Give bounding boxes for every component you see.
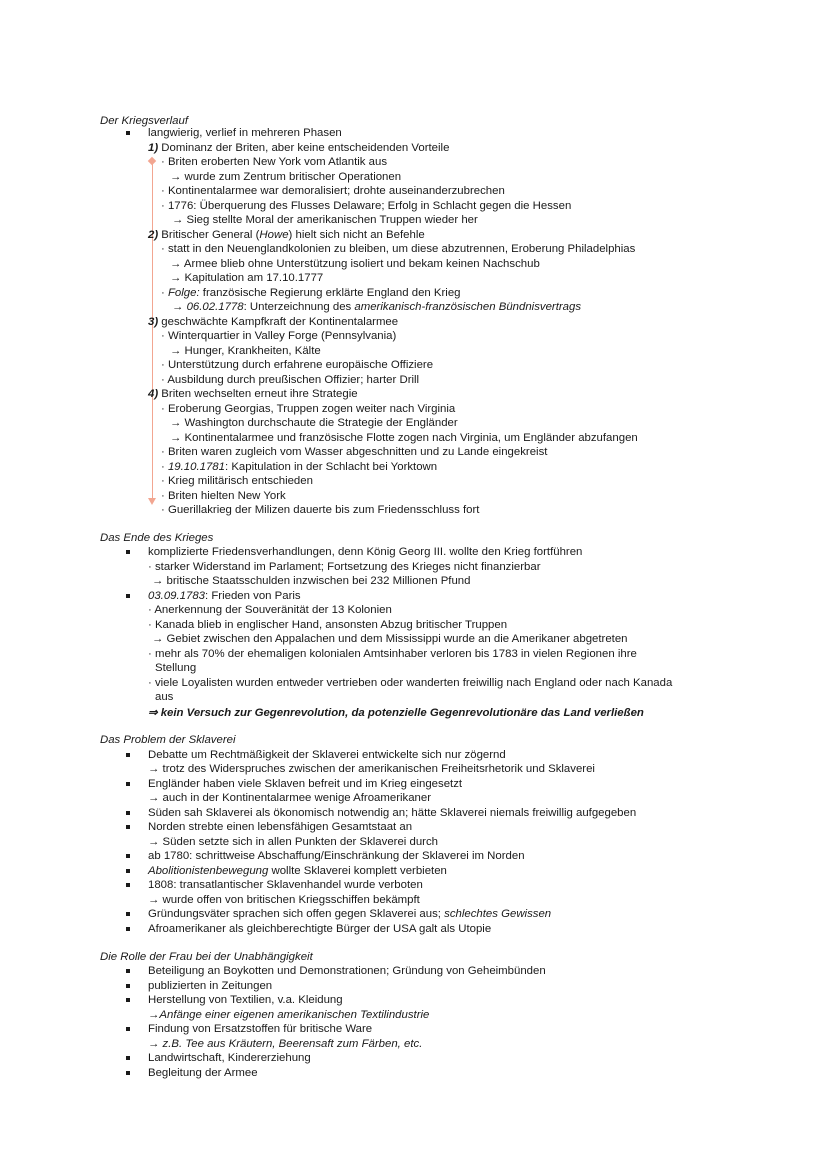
bullet-text: publizierten in Zeitungen: [148, 980, 273, 992]
list-item: · Winterquartier in Valley Forge (Pennsylvania): [161, 330, 397, 342]
bullet-icon: [126, 984, 130, 988]
list-item: · Eroberung Georgias, Truppen zogen weiter nach Virginia: [161, 403, 456, 415]
list-item: · Krieg militärisch entschieden: [161, 475, 313, 487]
bullet-text: Findung von Ersatzstoffen für britische Ware: [148, 1023, 373, 1035]
bullet-icon: [126, 753, 130, 757]
bullet-icon: [126, 998, 130, 1002]
bullet-text: Gründungsväter sprachen sich offen gegen Sklaverei aus; schlechtes Gewissen: [148, 908, 552, 920]
bullet-text: Engländer haben viele Sklaven befreit und im Krieg eingesetzt: [148, 778, 463, 790]
list-item: → Sieg stellte Moral der amerikanischen Truppen wieder her: [172, 214, 478, 226]
bullet-icon: [126, 594, 130, 598]
bullet-text: Afroamerikaner als gleichberechtigte Bürger der USA galt als Utopie: [148, 923, 492, 935]
section-title-rolle-der-frau: Die Rolle der Frau bei der Unabhängigkeit: [100, 951, 313, 963]
bullet-text: langwierig, verlief in mehreren Phasen: [148, 127, 342, 139]
list-item: · Guerillakrieg der Milizen dauerte bis zum Friedensschluss fort: [161, 504, 480, 516]
phase-4-heading: 4) Briten wechselten erneut ihre Strategie: [148, 388, 358, 400]
conclusion: ⇒ kein Versuch zur Gegenrevolution, da potenzielle Gegenrevolutionäre das Land verließen: [148, 707, 644, 719]
bullet-icon: [126, 927, 130, 931]
list-item: → trotz des Widerspruches zwischen der amerikanischen Freiheitsrhetorik und Sklaverei: [148, 763, 595, 775]
bullet-icon: [126, 883, 130, 887]
list-item: · Briten hielten New York: [161, 490, 286, 502]
bullet-icon: [126, 854, 130, 858]
phase-2-heading: 2) Britischer General (Howe) hielt sich nicht an Befehle: [148, 229, 425, 241]
bullet-text: komplizierte Friedensverhandlungen, denn König Georg III. wollte den Krieg fortführen: [148, 546, 583, 558]
list-item: → Gebiet zwischen den Appalachen und dem Mississippi wurde an die Amerikaner abgetreten: [152, 633, 628, 645]
list-item: → britische Staatsschulden inzwischen bei 232 Millionen Pfund: [152, 575, 471, 587]
list-item: · mehr als 70% der ehemaligen kolonialen Amtsinhaber verloren bis 1783 in vielen Regionen ihre: [148, 648, 637, 660]
bullet-icon: [126, 131, 130, 135]
phase-3-heading: 3) geschwächte Kampfkraft der Kontinentalarmee: [148, 316, 399, 328]
bullet-icon: [126, 550, 130, 554]
list-item: → Süden setzte sich in allen Punkten der Sklaverei durch: [148, 836, 438, 848]
bullet-icon: [126, 825, 130, 829]
list-item: → z.B. Tee aus Kräutern, Beerensaft zum Färben, etc.: [148, 1038, 423, 1050]
list-item: → Armee blieb ohne Unterstützung isoliert und bekam keinen Nachschub: [170, 258, 540, 270]
bullet-text: ab 1780: schrittweise Abschaffung/Einschränkung der Sklaverei im Norden: [148, 850, 525, 862]
section-title-kriegsverlauf: Der Kriegsverlauf: [100, 115, 188, 127]
bullet-icon: [126, 912, 130, 916]
list-item: Stellung: [155, 662, 197, 674]
phase-1-heading: 1) Dominanz der Briten, aber keine entscheidenden Vorteile: [148, 142, 450, 154]
list-item: · Briten waren zugleich vom Wasser abgeschnitten und zu Lande eingekreist: [161, 446, 548, 458]
section-title-ende-des-krieges: Das Ende des Krieges: [100, 532, 214, 544]
bullet-text: Beteiligung an Boykotten und Demonstrationen; Gründung von Geheimbünden: [148, 965, 546, 977]
timeline-arrow-head-icon: [148, 498, 156, 505]
list-item: → 06.02.1778: Unterzeichnung des amerikanisch-französischen Bündnisvertrags: [172, 301, 582, 313]
list-item: aus: [155, 691, 174, 703]
list-item: · Unterstützung durch erfahrene europäische Offiziere: [161, 359, 434, 371]
bullet-icon: [126, 1056, 130, 1060]
list-item: → Washington durchschaute die Strategie der Engländer: [170, 417, 458, 429]
list-item: · viele Loyalisten wurden entweder vertrieben oder wanderten freiwillig nach England oder nach Kanada: [148, 677, 673, 689]
list-item: · Kanada blieb in englischer Hand, ansonsten Abzug britischer Truppen: [148, 619, 508, 631]
bullet-icon: [126, 1071, 130, 1075]
bullet-text: Herstellung von Textilien, v.a. Kleidung: [148, 994, 343, 1006]
bullet-icon: [126, 782, 130, 786]
list-item: · Anerkennung der Souveränität der 13 Kolonien: [148, 604, 392, 616]
list-item: · Kontinentalarmee war demoralisiert; drohte auseinanderzubrechen: [161, 185, 505, 197]
list-item: → wurde offen von britischen Kriegsschiffen bekämpft: [148, 894, 420, 906]
bullet-text: Landwirtschaft, Kindererziehung: [148, 1052, 311, 1064]
bullet-text: 1808: transatlantischer Sklavenhandel wurde verboten: [148, 879, 423, 891]
list-item: → wurde zum Zentrum britischer Operationen: [170, 171, 402, 183]
bullet-icon: [126, 969, 130, 973]
bullet-text: Norden strebte einen lebensfähigen Gesamtstaat an: [148, 821, 413, 833]
bullet-icon: [126, 1027, 130, 1031]
section-title-sklaverei: Das Problem der Sklaverei: [100, 734, 236, 746]
list-item: · Ausbildung durch preußischen Offizier; harter Drill: [161, 374, 420, 386]
bullet-icon: [126, 811, 130, 815]
list-item: → auch in der Kontinentalarmee wenige Afroamerikaner: [148, 792, 432, 804]
bullet-text: 03.09.1783: Frieden von Paris: [148, 590, 301, 602]
list-item: → Kontinentalarmee und französische Flotte zogen nach Virginia, um Engländer abzufangen: [170, 432, 638, 444]
list-item: · Folge: französische Regierung erklärte England den Krieg: [161, 287, 461, 299]
list-item: · 19.10.1781: Kapitulation in der Schlacht bei Yorktown: [161, 461, 438, 473]
bullet-text: Debatte um Rechtmäßigkeit der Sklaverei entwickelte sich nur zögernd: [148, 749, 506, 761]
list-item: →Anfänge einer eigenen amerikanischen Textilindustrie: [148, 1009, 430, 1021]
bullet-icon: [126, 869, 130, 873]
list-item: → Hunger, Krankheiten, Kälte: [170, 345, 321, 357]
list-item: · Briten eroberten New York vom Atlantik aus: [161, 156, 388, 168]
bullet-text: Süden sah Sklaverei als ökonomisch notwendig an; hätte Sklaverei niemals freiwillig aufgegeben: [148, 807, 637, 819]
list-item: · starker Widerstand im Parlament; Fortsetzung des Krieges nicht finanzierbar: [148, 561, 541, 573]
list-item: · statt in den Neuenglandkolonien zu bleiben, um diese abzutrennen, Eroberung Philadelphias: [161, 243, 636, 255]
list-item: · 1776: Überquerung des Flusses Delaware; Erfolg in Schlacht gegen die Hessen: [161, 200, 572, 212]
bullet-text: Abolitionistenbewegung wollte Sklaverei komplett verbieten: [148, 865, 447, 877]
list-item: → Kapitulation am 17.10.1777: [170, 272, 324, 284]
bullet-text: Begleitung der Armee: [148, 1067, 258, 1079]
timeline-arrow-line: [152, 161, 153, 498]
